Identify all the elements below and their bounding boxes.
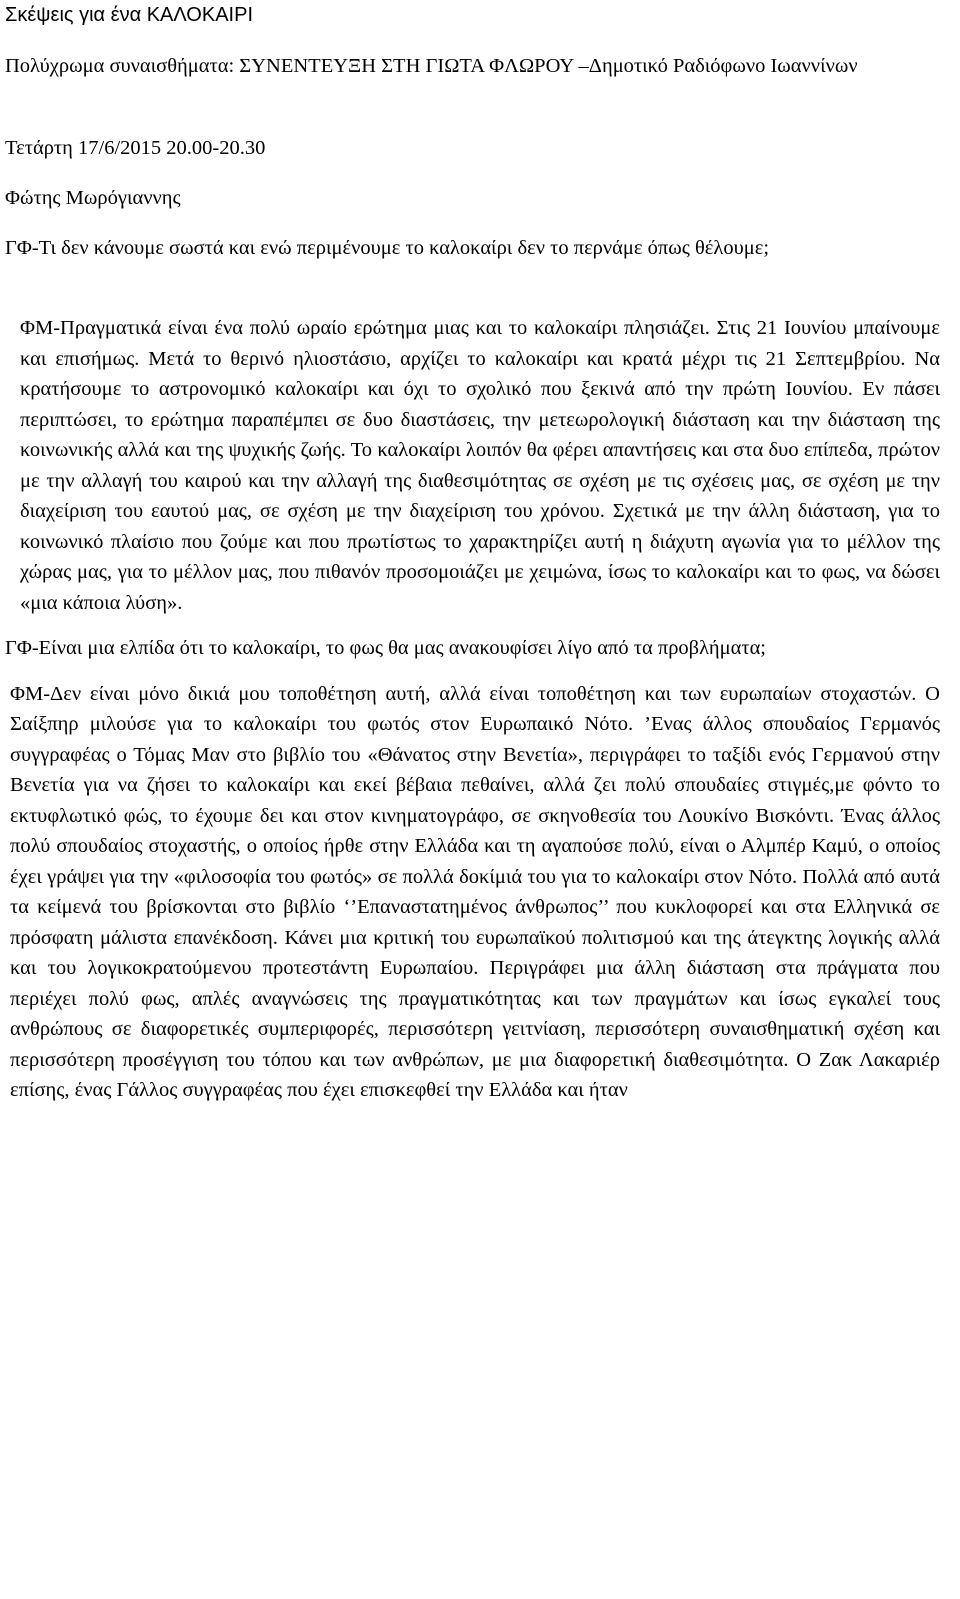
interview-subtitle: Πολύχρωμα συναισθήματα: ΣΥΝΕΝΤΕΥΞΗ ΣΤΗ ΓΙΩΤΑ ΦΛΩΡΟΥ –Δημοτικό Ραδιόφωνο Ιωαννίνων [5, 55, 858, 77]
question-2: ΓΦ-Είναι μια ελπίδα ότι το καλοκαίρι, το φως θα μας ανακουφίσει λίγο από τα προβλήματα; [5, 637, 767, 659]
broadcast-date: Τετάρτη 17/6/2015 20.00-20.30 [5, 137, 266, 159]
answer-1-block [5, 313, 940, 618]
author-name: Φώτης Μωρόγιαννης [5, 187, 181, 209]
document-page [5, 0, 940, 1106]
answer-2: ΦΜ-Δεν είναι μόνο δικιά μου τοποθέτηση αυτή, αλλά είναι τοποθέτηση και των ευρωπαίων στοχαστών. Ο Σαίξπηρ μιλούσε για το καλοκαίρι του φωτός στον Ευρωπαικό Νότο. ’Ενας άλλος σπουδαίος Γερμανός συγγραφέας ο Τόμας Μαν στο βιβλίο του «Θάνατος στην Βενετία», περιγράφει το ταξίδι ενός Γερμανού στην Βενετία για να ζήσει το καλοκαίρι και εκεί βέβαια πεθαίνει, αλλά ζει πολύ σπουδαίες στιγμές,με φόντο το εκτυφλωτικό φώς, το έχουμε δει και στον κινηματογράφο, σε σκηνοθεσία του Λουκίνο Βισκόντι. Ένας άλλος πολύ σπουδαίος στοχαστής, ο οποίος ήρθε στην Ελλάδα και τη αγαπούσε πολύ, είναι ο Αλμπέρ Καμύ, ο οποίος έχει γράψει για την «φιλοσοφία του φωτός» σε πολλά δοκίμιά του για το καλοκαίρι στον Νότο. Πολλά από αυτά τα κείμενά του βρίσκονται στο βιβλίο ‘’Επαναστατημένος άνθρωπος’’ που κυκλοφορεί και στα Ελληνικά σε πρόσφατη μάλιστα επανέκδοση. Κάνει μια κριτική του ευρωπαϊκού πολιτισμού και της άτεγκτης λογικής αλλά και του λογικοκρατούμενου προτεστάντη Ευρωπαίου. Περιγράφει μια άλλη διάσταση στα πράγματα που περιέχει πολύ φως, απλές αναγνώσεις της πραγματικότητας και των πραγμάτων και ίσως εγκαλεί τους ανθρώπους σε διαφορετικές συμπεριφορές, περισσότερη γειτνίαση, περισσότερη συναισθηματική σχέση και περισσότερη προσέγγιση του τόπου και των ανθρώπων, με μια διαφορετική διαθεσιμότητα. Ο Ζακ Λακαριέρ επίσης, ένας Γάλλος συγγραφέας που έχει επισκεφθεί την Ελλάδα και ήταν [10, 682, 940, 1101]
question-1: ΓΦ-Τι δεν κάνουμε σωστά και ενώ περιμένουμε το καλοκαίρι δεν το περνάμε όπως θέλουμε; [5, 237, 770, 259]
document-title: Σκέψεις για ένα ΚΑΛΟΚΑΙΡΙ [5, 4, 253, 26]
answer-1: ΦΜ-Πραγματικά είναι ένα πολύ ωραίο ερώτημα μιας και το καλοκαίρι πλησιάζει. Στις 21 Ιουνίου μπαίνουμε και επισήμως. Μετά το θερινό ηλιοστάσιο, αρχίζει το καλοκαίρι και κρατά μέχρι τις 21 Σεπτεμβρίου. Να κρατήσουμε το αστρονομικό καλοκαίρι και όχι το σχολικό που ξεκινά από την πρώτη Ιουνίου. Εν πάσει περιπτώσει, το ερώτημα παραπέμπει σε δυο διαστάσεις, την μετεωρολογική διάσταση και την διάσταση της κοινωνικής αλλά και της ψυχικής ζωής. Το καλοκαίρι λοιπόν θα φέρει απαντήσεις και στα δυο επίπεδα, πρώτον με την αλλαγή του καιρού και την αλλαγή της διαθεσιμότητας σε σχέση με τις σχέσεις μας, σε σχέση με την διαχείριση του εαυτού μας, σε σχέση με την διαχείριση του χρόνου. Σχετικά με την άλλη διάσταση, για το κοινωνικό πλαίσιο που ζούμε και που πρωτίστως το χαρακτηρίζει αυτή η διάχυτη αγωνία για το μέλλον της χώρας μας, για το μέλλον μας, που πιθανόν προσομοιάζει με χειμώνα, ίσως το καλοκαίρι και το φως, να δώσει «μια κάποια λύση». [20, 317, 940, 614]
